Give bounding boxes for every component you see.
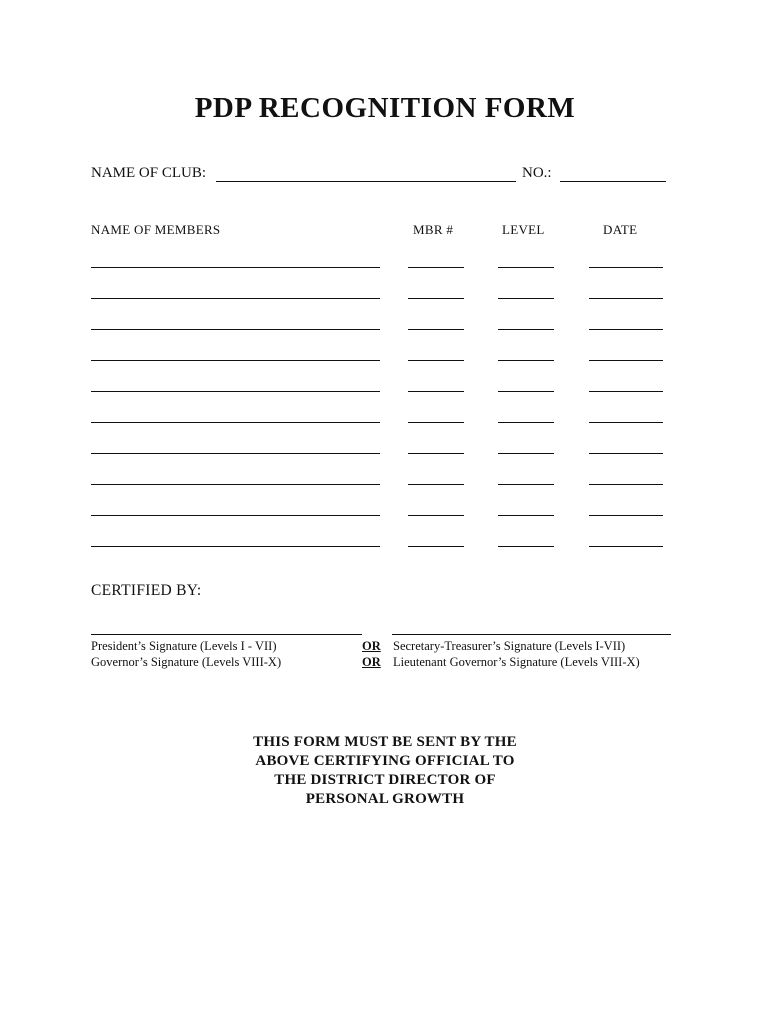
- member-name-field[interactable]: [91, 453, 380, 454]
- mbr-number-field[interactable]: [408, 267, 464, 268]
- lieutenant-governor-signature-caption: Lieutenant Governor’s Signature (Levels VIII-X): [393, 655, 640, 669]
- date-field[interactable]: [589, 267, 663, 268]
- level-field[interactable]: [498, 515, 554, 516]
- mbr-number-field[interactable]: [408, 484, 464, 485]
- level-field[interactable]: [498, 484, 554, 485]
- secretary-signature-line[interactable]: [392, 634, 671, 635]
- member-name-field[interactable]: [91, 298, 380, 299]
- level-field[interactable]: [498, 360, 554, 361]
- level-field[interactable]: [498, 422, 554, 423]
- mbr-number-field[interactable]: [408, 515, 464, 516]
- date-field[interactable]: [589, 391, 663, 392]
- level-field[interactable]: [498, 329, 554, 330]
- date-field[interactable]: [589, 453, 663, 454]
- header-mbr-number: MBR #: [413, 222, 454, 237]
- header-date: DATE: [603, 222, 638, 237]
- header-level: LEVEL: [502, 222, 545, 237]
- club-number-label: NO.:: [522, 165, 552, 181]
- name-of-club-field[interactable]: [216, 167, 516, 182]
- date-field[interactable]: [589, 329, 663, 330]
- member-name-field[interactable]: [91, 484, 380, 485]
- secretary-treasurer-signature-caption: Secretary-Treasurer’s Signature (Levels I-VII): [393, 639, 626, 653]
- president-signature-line[interactable]: [91, 634, 362, 635]
- mbr-number-field[interactable]: [408, 329, 464, 330]
- notice-line-2: ABOVE CERTIFYING OFFICIAL TO: [255, 753, 515, 769]
- governor-signature-caption: Governor’s Signature (Levels VIII-X): [91, 655, 282, 669]
- member-name-field[interactable]: [91, 546, 380, 547]
- date-field[interactable]: [589, 422, 663, 423]
- notice-line-3: THE DISTRICT DIRECTOR OF: [274, 772, 496, 788]
- mbr-number-field[interactable]: [408, 298, 464, 299]
- mbr-number-field[interactable]: [408, 422, 464, 423]
- member-name-field[interactable]: [91, 422, 380, 423]
- level-field[interactable]: [498, 298, 554, 299]
- mbr-number-field[interactable]: [408, 391, 464, 392]
- club-number-field[interactable]: [560, 167, 666, 182]
- name-of-club-label: NAME OF CLUB:: [91, 165, 207, 181]
- or-label-2: OR: [362, 655, 381, 669]
- date-field[interactable]: [589, 298, 663, 299]
- form-title: PDP RECOGNITION FORM: [194, 92, 576, 124]
- member-name-field[interactable]: [91, 360, 380, 361]
- notice-line-1: THIS FORM MUST BE SENT BY THE: [253, 734, 517, 750]
- level-field[interactable]: [498, 453, 554, 454]
- member-name-field[interactable]: [91, 329, 380, 330]
- date-field[interactable]: [589, 360, 663, 361]
- date-field[interactable]: [589, 515, 663, 516]
- club-row: [91, 165, 666, 182]
- or-label-1: OR: [362, 639, 381, 653]
- level-field[interactable]: [498, 267, 554, 268]
- notice-line-4: PERSONAL GROWTH: [305, 791, 465, 807]
- certified-by-label: CERTIFIED BY:: [91, 582, 202, 599]
- president-signature-caption: President’s Signature (Levels I - VII): [91, 639, 277, 653]
- date-field[interactable]: [589, 546, 663, 547]
- header-name-of-members: NAME OF MEMBERS: [91, 222, 221, 237]
- member-name-field[interactable]: [91, 267, 380, 268]
- date-field[interactable]: [589, 484, 663, 485]
- mbr-number-field[interactable]: [408, 360, 464, 361]
- member-name-field[interactable]: [91, 391, 380, 392]
- mbr-number-field[interactable]: [408, 546, 464, 547]
- mbr-number-field[interactable]: [408, 453, 464, 454]
- member-name-field[interactable]: [91, 515, 380, 516]
- submission-notice: [0, 733, 770, 809]
- level-field[interactable]: [498, 546, 554, 547]
- level-field[interactable]: [498, 391, 554, 392]
